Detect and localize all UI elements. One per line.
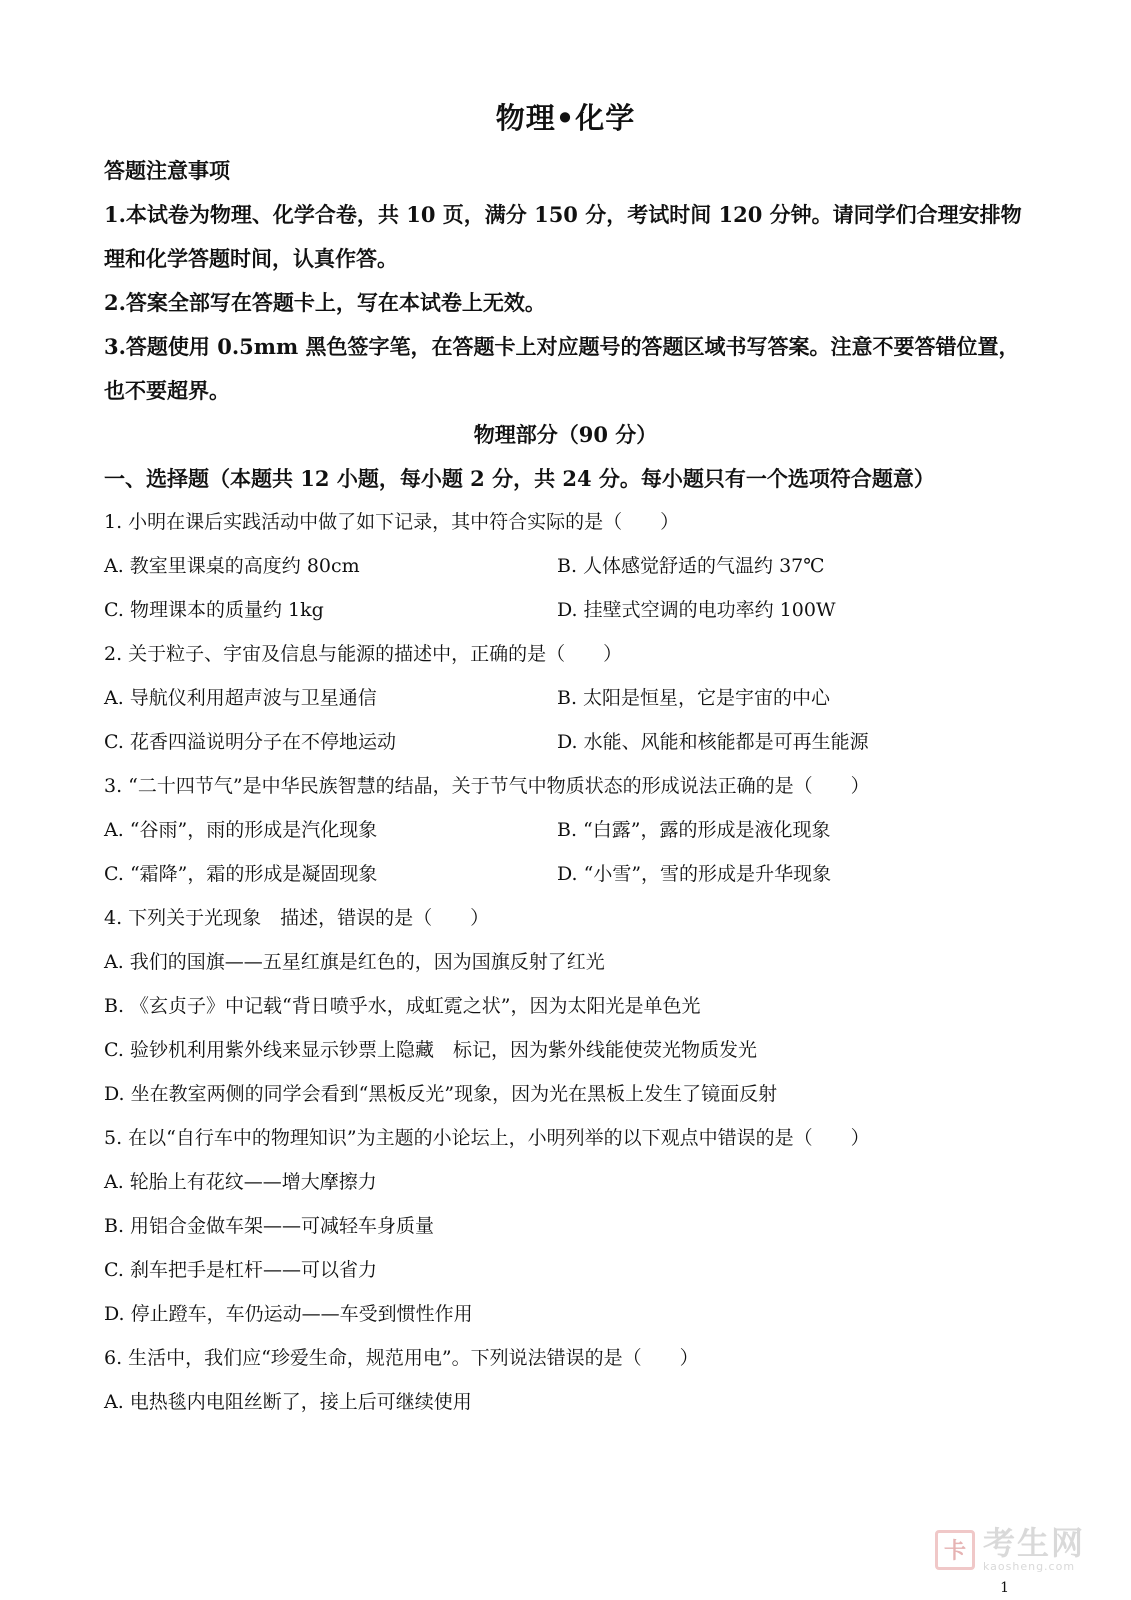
- section-title: 物理部分（90 分）: [473, 422, 658, 447]
- note-item: 2.答案全部写在答题卡上，写在本试卷上无效。: [104, 290, 546, 315]
- note-item: 3.答题使用 0.5mm 黑色签字笔，在答题卡上对应题号的答题区域书写答案。注意不要答错位置，也不要超界。: [104, 334, 1020, 403]
- page-number: 1: [1000, 1580, 1009, 1596]
- option: D. “小雪”，雪的形成是升华现象: [557, 863, 832, 885]
- part-heading: 一、选择题（本题共 12 小题，每小题 2 分，共 24 分。每小题只有一个选项符合题意）: [104, 466, 935, 491]
- watermark-name: 考生网: [982, 1524, 1085, 1562]
- option-row: [104, 588, 1024, 632]
- option: A. 导航仪利用超声波与卫星通信: [104, 687, 377, 709]
- option: A. 电热毯内电阻丝断了，接上后可继续使用: [104, 1391, 472, 1413]
- question-stem: 4. 下列关于光现象 描述，错误的是（ ）: [104, 907, 490, 929]
- option: B. “白露”，露的形成是液化现象: [557, 819, 831, 841]
- question-stem: 3. “二十四节气”是中华民族智慧的结晶，关于节气中物质状态的形成说法正确的是（ ）: [104, 775, 870, 797]
- note-item: 1.本试卷为物理、化学合卷，共 10 页，满分 150 分，考试时间 120 分钟。请同学们合理安排物理和化学答题时间，认真作答。: [104, 202, 1022, 271]
- watermark-text: [982, 1524, 1085, 1573]
- option: A. “谷雨”，雨的形成是汽化现象: [104, 819, 378, 841]
- question-list: [104, 500, 1024, 1424]
- question-stem: 6. 生活中，我们应“珍爱生命，规范用电”。下列说法错误的是（ ）: [104, 1347, 699, 1369]
- option: A. 教室里课桌的高度约 80cm: [104, 555, 360, 577]
- option-row: [104, 808, 1024, 852]
- watermark-logo-icon: 卡: [935, 1530, 975, 1570]
- watermark: [935, 1524, 1085, 1573]
- page-title: 物理•化学: [495, 101, 636, 135]
- question-stem: 5. 在以“自行车中的物理知识”为主题的小论坛上，小明列举的以下观点中错误的是（ ）: [104, 1127, 870, 1149]
- option: B. 人体感觉舒适的气温约 37℃: [557, 555, 825, 577]
- notes-list: [104, 193, 1024, 413]
- option-row: [104, 676, 1024, 720]
- option-row: [104, 720, 1024, 764]
- option: C. 物理课本的质量约 1kg: [104, 599, 324, 621]
- question-stem: 2. 关于粒子、宇宙及信息与能源的描述中，正确的是（ ）: [104, 643, 623, 665]
- question-stem: 1. 小明在课后实践活动中做了如下记录，其中符合实际的是（ ）: [104, 511, 680, 533]
- option: B. 太阳是恒星，它是宇宙的中心: [557, 687, 831, 709]
- option: C. 刹车把手是杠杆——可以省力: [104, 1259, 377, 1281]
- option: C. 验钞机利用紫外线来显示钞票上隐藏 标记，因为紫外线能使荧光物质发光: [104, 1039, 757, 1061]
- option: B. 用铝合金做车架——可减轻车身质量: [104, 1215, 435, 1237]
- option-row: [104, 544, 1024, 588]
- option: A. 轮胎上有花纹——增大摩擦力: [104, 1171, 377, 1193]
- option: C. 花香四溢说明分子在不停地运动: [104, 731, 396, 753]
- option-row: [104, 852, 1024, 896]
- option: B. 《玄贞子》中记载“背日喷乎水，成虹霓之状”，因为太阳光是单色光: [104, 995, 701, 1017]
- notes-heading: 答题注意事项: [104, 158, 230, 183]
- option: D. 停止蹬车，车仍运动——车受到惯性作用: [104, 1303, 473, 1325]
- option: D. 坐在教室两侧的同学会看到“黑板反光”现象，因为光在黑板上发生了镜面反射: [104, 1083, 778, 1105]
- option: A. 我们的国旗——五星红旗是红色的，因为国旗反射了红光: [104, 951, 605, 973]
- watermark-url: kaosheng.com: [982, 1560, 1076, 1573]
- option: D. 挂壁式空调的电功率约 100W: [557, 599, 836, 621]
- option: D. 水能、风能和核能都是可再生能源: [557, 731, 869, 753]
- option: C. “霜降”，霜的形成是凝固现象: [104, 863, 378, 885]
